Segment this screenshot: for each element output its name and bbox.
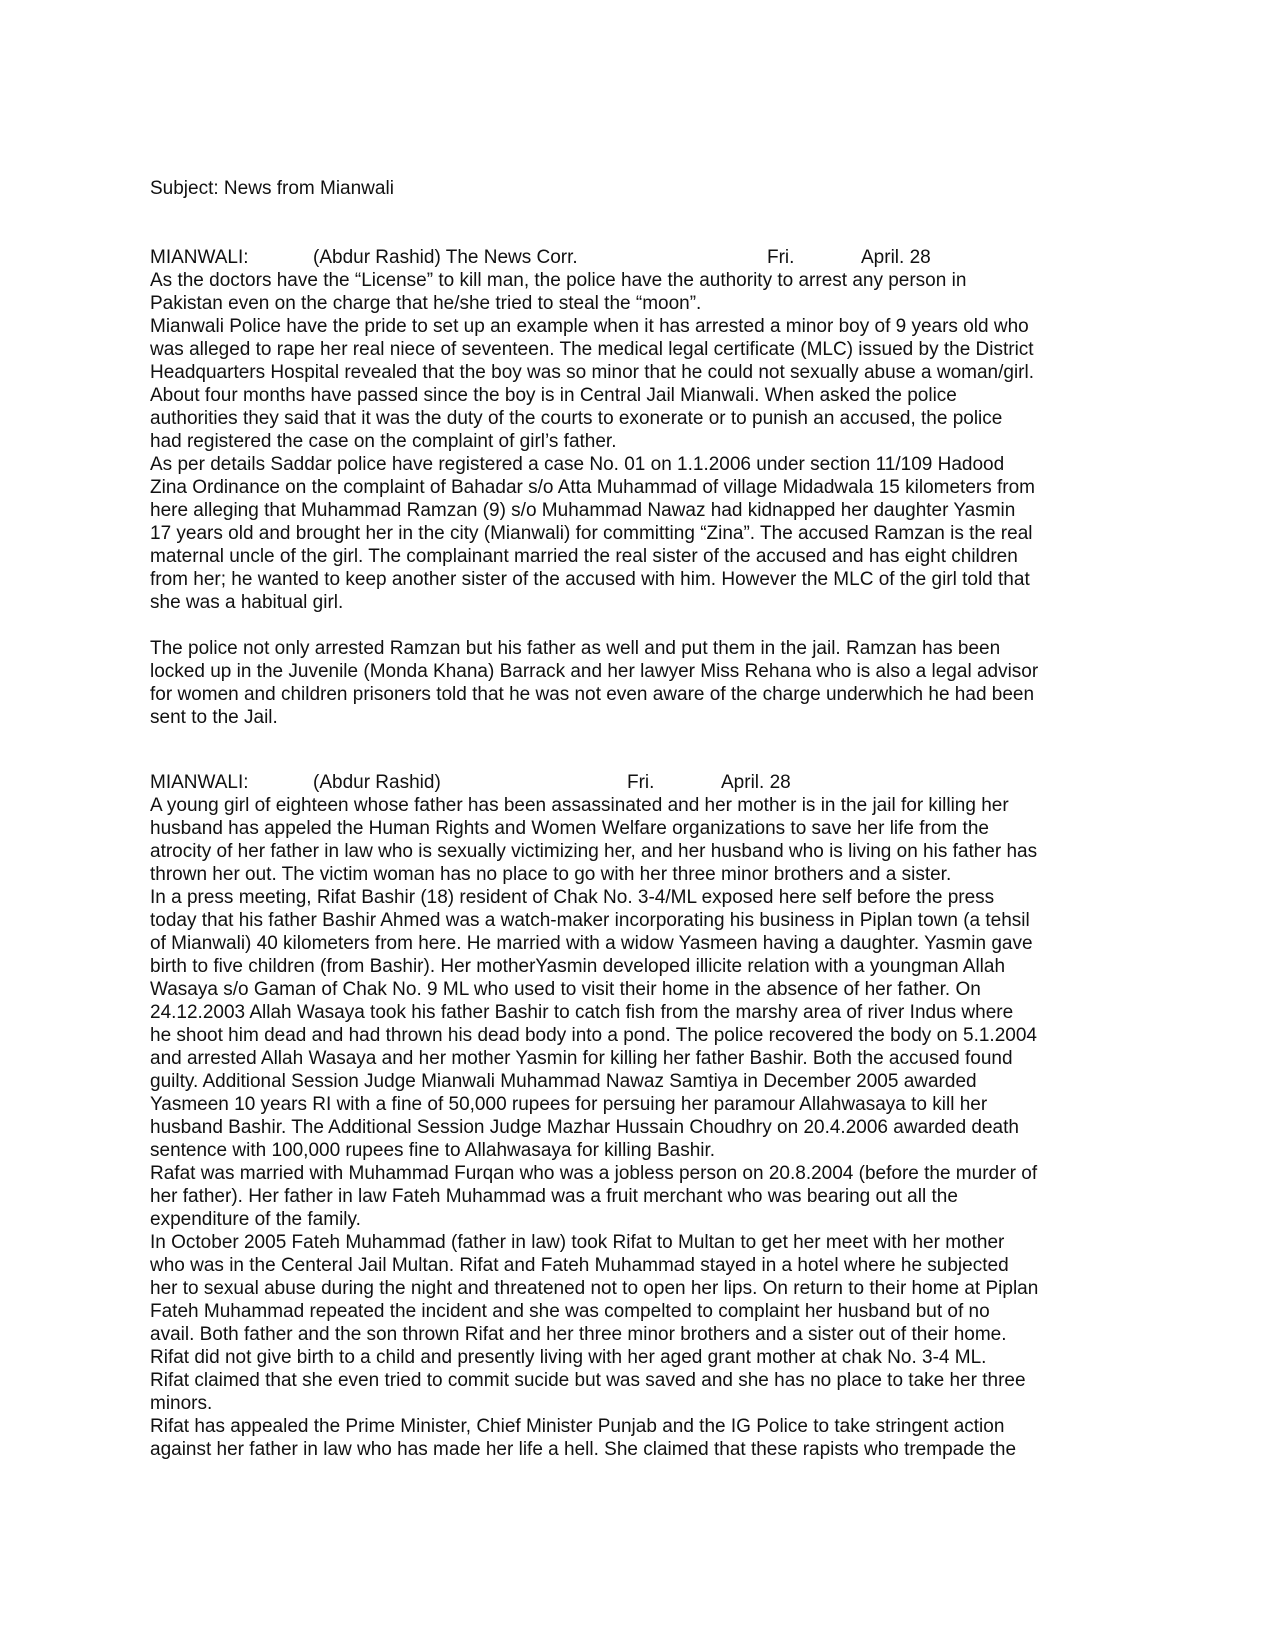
story2-paragraph-3: Rafat was married with Muhammad Furqan who was a jobless person on 20.8.2004 (before the murder of her father). Her father in law Fateh Muhammad was a fruit merchant who was bearing out all the expenditure of the family. [150, 1163, 1038, 1230]
dateline-1 [150, 246, 1110, 269]
subject-line: Subject: News from Mianwali [150, 178, 394, 199]
news-story-1 [150, 246, 1110, 729]
dateline-place: MIANWALI: [150, 772, 249, 793]
paragraph-spacer [150, 614, 1110, 637]
dateline-2 [150, 771, 1110, 794]
news-story-2 [150, 771, 1110, 1461]
dateline-date: April. 28 [861, 247, 931, 268]
dateline-place: MIANWALI: [150, 247, 249, 268]
story1-paragraph-1: As the doctors have the “License” to kill man, the police have the authority to arrest any person in Pakistan even on the charge that he/she tried to steal the “moon”. [150, 270, 967, 314]
story2-paragraph-4: In October 2005 Fateh Muhammad (father in law) took Rifat to Multan to get her meet with her mother who was in the Centeral Jail Multan. Rifat and Fateh Muhammad stayed in a hotel where he subjected her to sexual abuse during the night and threatened not to open her lips. On return to their home at Piplan Fateh Muhammad repeated the incident and she was compelted to complaint her husband but of no avail. Both father and the son thrown Rifat and her three minor brothers and a sister out of their home. Rifat did not give birth to a child and presently living with her aged grant mother at chak No. 3-4 ML. Rifat claimed that she even tried to commit sucide but was saved and she has no place to take her three minors. [150, 1232, 1039, 1414]
dateline-byline: (Abdur Rashid) [313, 772, 441, 793]
dateline-byline: (Abdur Rashid) The News Corr. [313, 247, 578, 268]
story1-paragraph-4: The police not only arrested Ramzan but his father as well and put them in the jail. Ramzan has been locked up in the Juvenile (Monda Khana) Barrack and her lawyer Miss Rehana who is also a legal advisor for women and children prisoners told that he was not even aware of the charge underwhich he had been sent to the Jail. [150, 638, 1039, 728]
story2-paragraph-1: A young girl of eighteen whose father has been assassinated and her mother is in the jail for killing her husband has appeled the Human Rights and Women Welfare organizations to save her life from the atrocity of her father in law who is sexually victimizing her, and her husband who is living on his father has thrown her out. The victim woman has no place to go with her three minor brothers and a sister. [150, 795, 1038, 885]
story1-paragraph-2: Mianwali Police have the pride to set up an example when it has arrested a minor boy of 9 years old who was alleged to rape her real niece of seventeen. The medical legal certificate (MLC) issued by the District Headquarters Hospital revealed that the boy was so minor that he could not sexually abuse a woman/girl. About four months have passed since the boy is in Central Jail Mianwali. When asked the police authorities they said that it was the duty of the courts to exonerate or to punish an accused, the police had registered the case on the complaint of girl’s father. [150, 316, 1034, 452]
dateline-day: Fri. [767, 247, 795, 268]
story1-paragraph-3: As per details Saddar police have registered a case No. 01 on 1.1.2006 under section 11/109 Hadood Zina Ordinance on the complaint of Bahadar s/o Atta Muhammad of village Midadwala 15 kilometers from here alleging that Muhammad Ramzan (9) s/o Muhammad Nawaz had kidnapped her daughter Yasmin 17 years old and brought her in the city (Mianwali) for committing “Zina”. The accused Ramzan is the real maternal uncle of the girl. The complainant married the real sister of the accused and has eight children from her; he wanted to keep another sister of the accused with him. However the MLC of the girl told that she was a habitual girl. [150, 454, 1036, 613]
dateline-date: April. 28 [721, 772, 791, 793]
story2-paragraph-5: Rifat has appealed the Prime Minister, Chief Minister Punjab and the IG Police to take stringent action against her father in law who has made her life a hell. She claimed that these rapists who trempade the [150, 1416, 1017, 1460]
dateline-day: Fri. [627, 772, 655, 793]
story2-paragraph-2: In a press meeting, Rifat Bashir (18) resident of Chak No. 3-4/ML exposed here self before the press today that his father Bashir Ahmed was a watch-maker incorporating his business in Piplan town (a tehsil of Mianwali) 40 kilometers from here. He married with a widow Yasmeen having a daughter. Yasmin gave birth to five children (from Bashir). Her motherYasmin developed illicite relation with a youngman Allah Wasaya s/o Gaman of Chak No. 9 ML who used to visit their home in the absence of her father. On 24.12.2003 Allah Wasaya took his father Bashir to catch fish from the marshy area of river Indus where he shoot him dead and had thrown his dead body into a pond. The police recovered the body on 5.1.2004 and arrested Allah Wasaya and her mother Yasmin for killing her father Bashir. Both the accused found guilty. Additional Session Judge Mianwali Muhammad Nawaz Samtiya in December 2005 awarded Yasmeen 10 years RI with a fine of 50,000 rupees for persuing her paramour Allahwasaya to kill her husband Bashir. The Additional Session Judge Mazhar Hussain Choudhry on 20.4.2006 awarded death sentence with 100,000 rupees fine to Allahwasaya for killing Bashir. [150, 887, 1037, 1161]
